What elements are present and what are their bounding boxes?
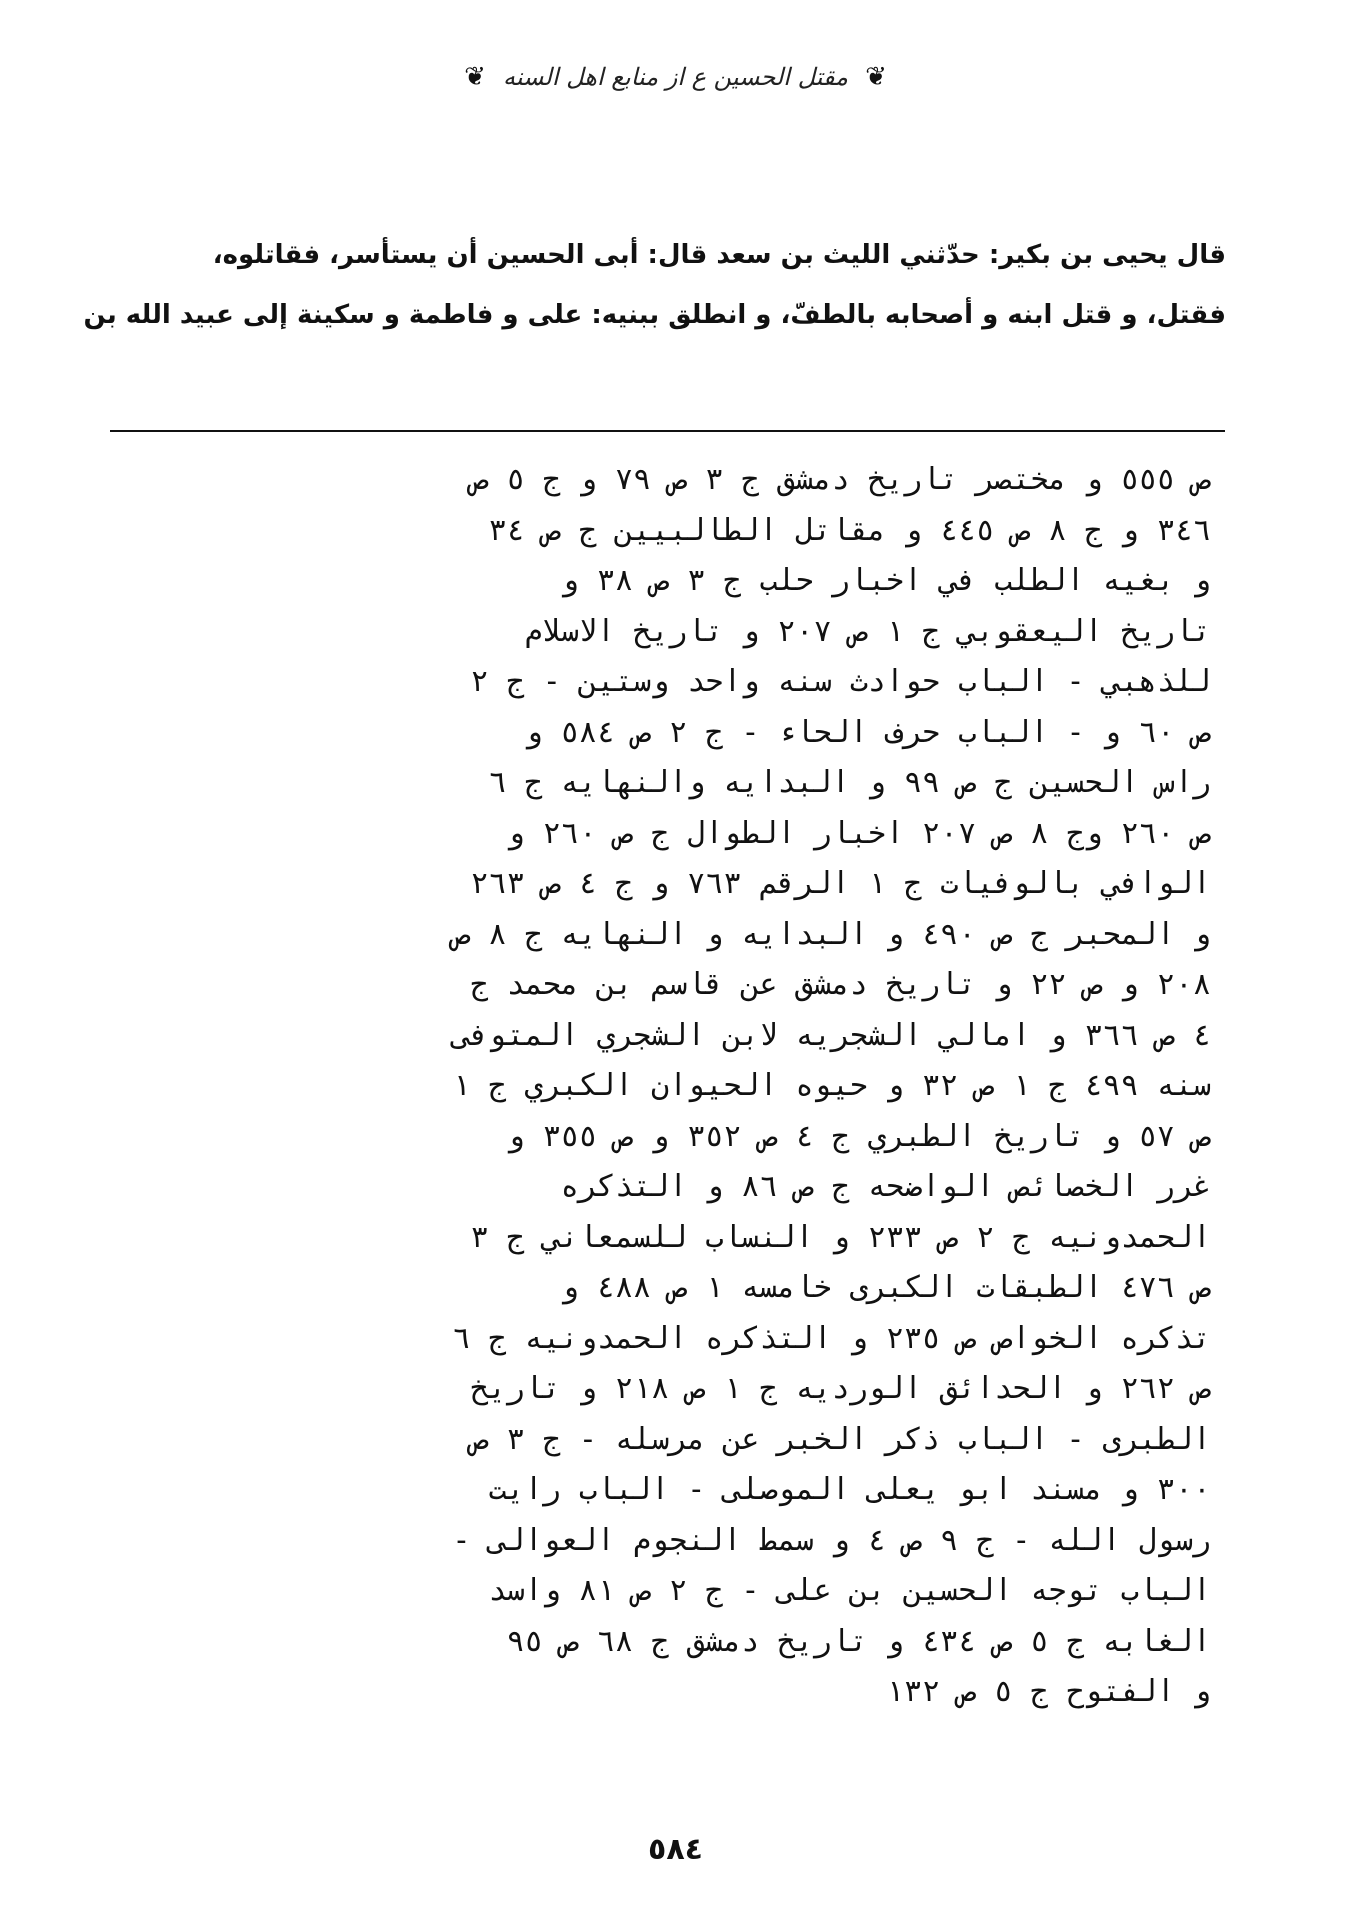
main-line: قال يحيى بن بكير: حدّثني الليث بن سعد قال: أبى الحسين أن يستأسر، فقاتلوه، (212, 240, 1226, 270)
footnote-line: ص ٤٧٦ الطبقات الكبرى خامسه ١ ص ٤٨٨ و (560, 1270, 1211, 1305)
footnote-line: ٤ ص ٣٦٦ و امالي الشجريه لابن الشجري المتوفى (452, 1017, 1211, 1053)
footnote-line: الباب توجه الحسين بن على - ج ٢ ص ٨١ واسد (488, 1573, 1211, 1608)
footnote-separator (110, 430, 1225, 432)
footnote-line: ٢٠٨ و ص ٢٢ و تاريخ دمشق عن قاسم بن محمد ج (470, 967, 1211, 1002)
footnote-line: رسول الله - ج ٩ ص ٤ و سمط النجوم العوالى - (452, 1522, 1211, 1558)
footnote-line: الغابه ج ٥ ص ٤٣٤ و تاريخ دمشق ج ٦٨ ص ٩٥ (506, 1623, 1211, 1659)
footnote-line: ٣٠٠ و مسند ابو يعلى الموصلى - الباب رايت (488, 1472, 1211, 1507)
footnote-line: راس الحسين ج ص ٩٩ و البدايه والنهايه ج ٦ (488, 765, 1211, 800)
footnote-line: و الفتوح ج ٥ ص ١٣٢ (885, 1674, 1211, 1709)
header-inner (461, 63, 890, 91)
footnote-line: ص ٥٥٥ و مختصر تاريخ دمشق ج ٣ ص ٧٩ و ج ٥ ص (470, 462, 1211, 497)
page-number: ٥٨٤ (648, 1832, 703, 1867)
footnote-line: تذكره الخواص ص ٢٣٥ و التذكره الحمدونيه ج ٦ (452, 1320, 1211, 1356)
ornament-icon: ❦ (464, 62, 486, 92)
footnote-line: ص ٦٠ و - الباب حرف الحاء - ج ٢ ص ٥٨٤ و (524, 714, 1211, 750)
page-header (0, 52, 1351, 102)
footnote-line: غرر الخصائص الواضحه ج ص ٨٦ و التذكره (560, 1169, 1211, 1204)
header-title: مقتل الحسين ع از منابع اهل السنه (502, 63, 849, 91)
footnote-line: و المحبر ج ص ٤٩٠ و البدايه و النهايه ج ٨ ص (452, 916, 1211, 952)
footnote-line: الحمدونيه ج ٢ ص ٢٣٣ و النساب للسمعاني ج ٣ (470, 1219, 1211, 1255)
main-line: فقتل، و قتل ابنه و أصحابه بالطفّ، و انطلق ببنيه: على و فاطمة و سكينة إلى عبيد الله بن (83, 300, 1226, 330)
footnote-line: تاريخ اليعقوبي ج ١ ص ٢٠٧ و تاريخ الاسلام (524, 613, 1211, 649)
footnote-line: ص ٥٧ و تاريخ الطبري ج ٤ ص ٣٥٢ و ص ٣٥٥ و (506, 1118, 1211, 1154)
footnote-line: ص ٢٦٠ وج ٨ ص ٢٠٧ اخبار الطوال ج ص ٢٦٠ و (506, 815, 1211, 851)
footnote-line: الوافي بالوفيات ج ١ الرقم ٧٦٣ و ج ٤ ص ٢٦٣ (470, 866, 1211, 901)
footnote-line: ص ٢٦٢ و الحدائق الورديه ج ١ ص ٢١٨ و تاريخ (470, 1371, 1211, 1406)
footnote-line: الطبرى - الباب ذكر الخبر عن مرسله - ج ٣ ص (470, 1421, 1211, 1457)
footnotes (96, 455, 1211, 1718)
footnote-line: سنه ٤٩٩ ج ١ ص ٣٢ و حيوه الحيوان الكبري ج ١ (452, 1068, 1211, 1103)
footnote-line: و بغيه الطلب في اخبار حلب ج ٣ ص ٣٨ و (560, 563, 1211, 598)
main-paragraph (83, 225, 1226, 345)
ornament-icon: ❦ (865, 62, 887, 92)
footnote-line: ٣٤٦ و ج ٨ ص ٤٤٥ و مقاتل الطالبيين ج ص ٣٤ (488, 512, 1211, 548)
footnote-line: للذهبي - الباب حوادث سنه واحد وستين - ج ٢ (470, 664, 1211, 699)
